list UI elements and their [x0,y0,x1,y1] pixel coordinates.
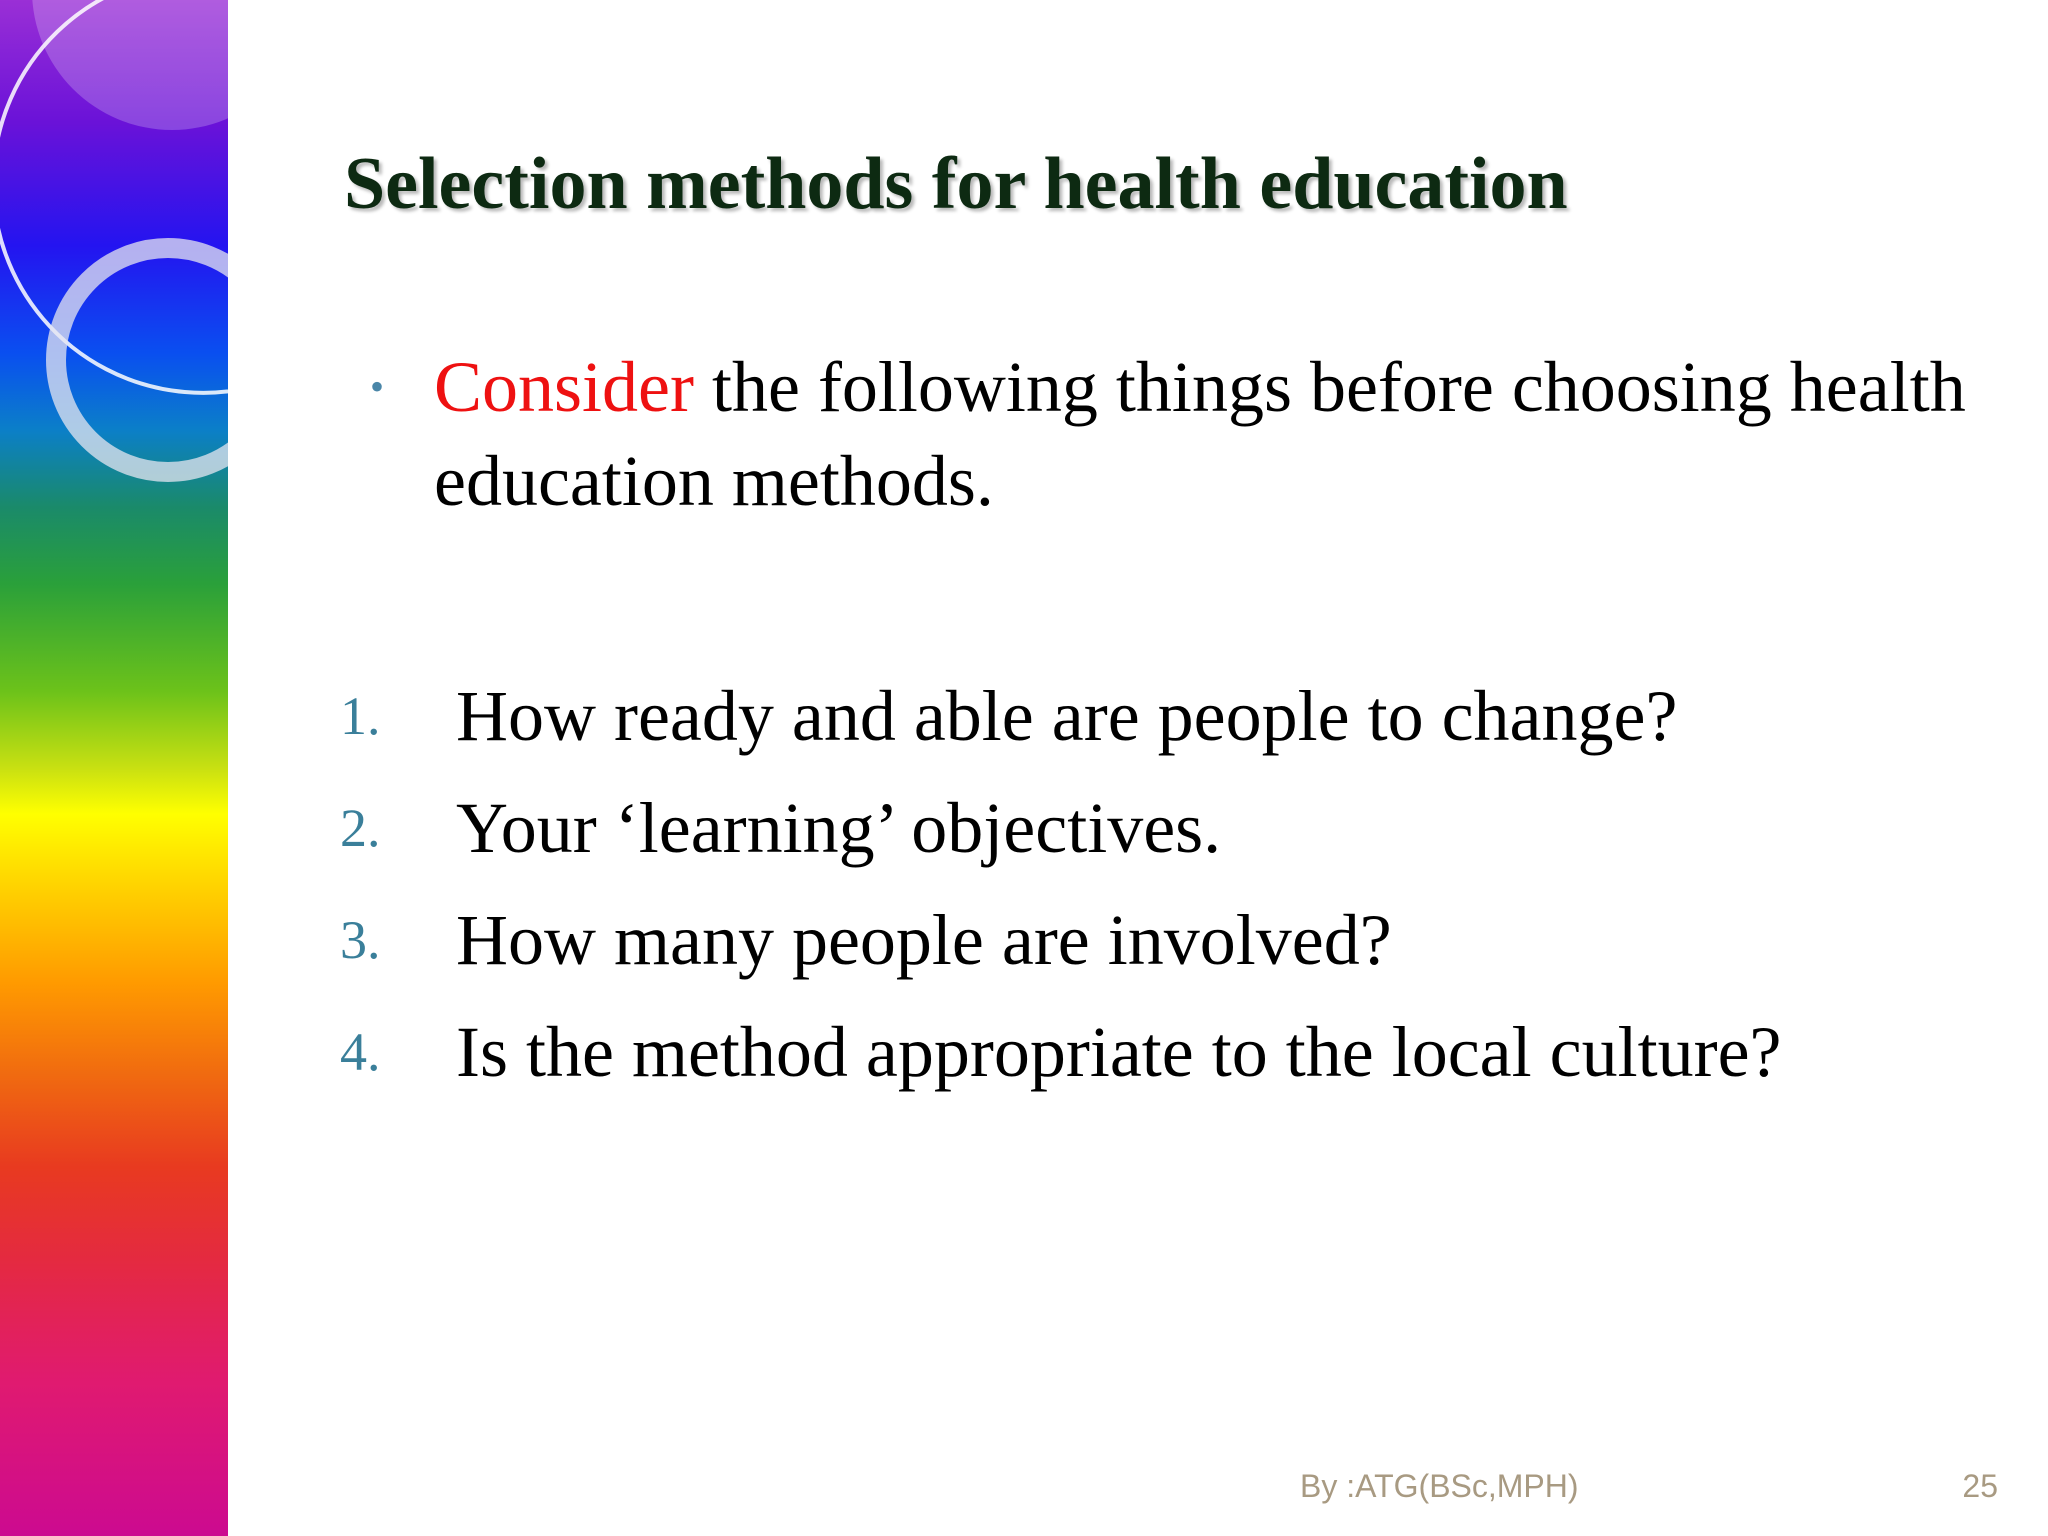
page-number: 25 [1962,1468,1998,1504]
list-item-number: 1. [340,686,381,746]
list-item-text: How many people are involved? [456,900,1392,980]
list-item [340,996,2020,1108]
intro-bullet [370,340,2010,528]
list-item-number: 3. [340,910,381,970]
list-item [340,884,2020,996]
bullet-icon: • [370,364,385,409]
slide-title: Selection methods for health education [344,143,1568,225]
footer-credit: By :ATG(BSc,MPH) [1300,1468,1579,1504]
list-item-text: How ready and able are people to change? [456,676,1678,756]
list-item [340,772,2020,884]
intro-bullet-text [434,340,2010,528]
list-item-number: 4. [340,1022,381,1082]
small-ring [56,248,228,472]
numbered-list [340,660,2020,1108]
list-item [340,660,2020,772]
large-translucent-circle [32,0,228,130]
highlighted-word: Consider [434,347,694,427]
intro-bullet-body: the following things before choosing health education methods. [434,347,1966,521]
decorative-circles [0,0,228,520]
list-item-text: Your ‘learning’ objectives. [456,788,1222,868]
list-item-text: Is the method appropriate to the local culture? [456,1012,1782,1092]
list-item-number: 2. [340,798,381,858]
